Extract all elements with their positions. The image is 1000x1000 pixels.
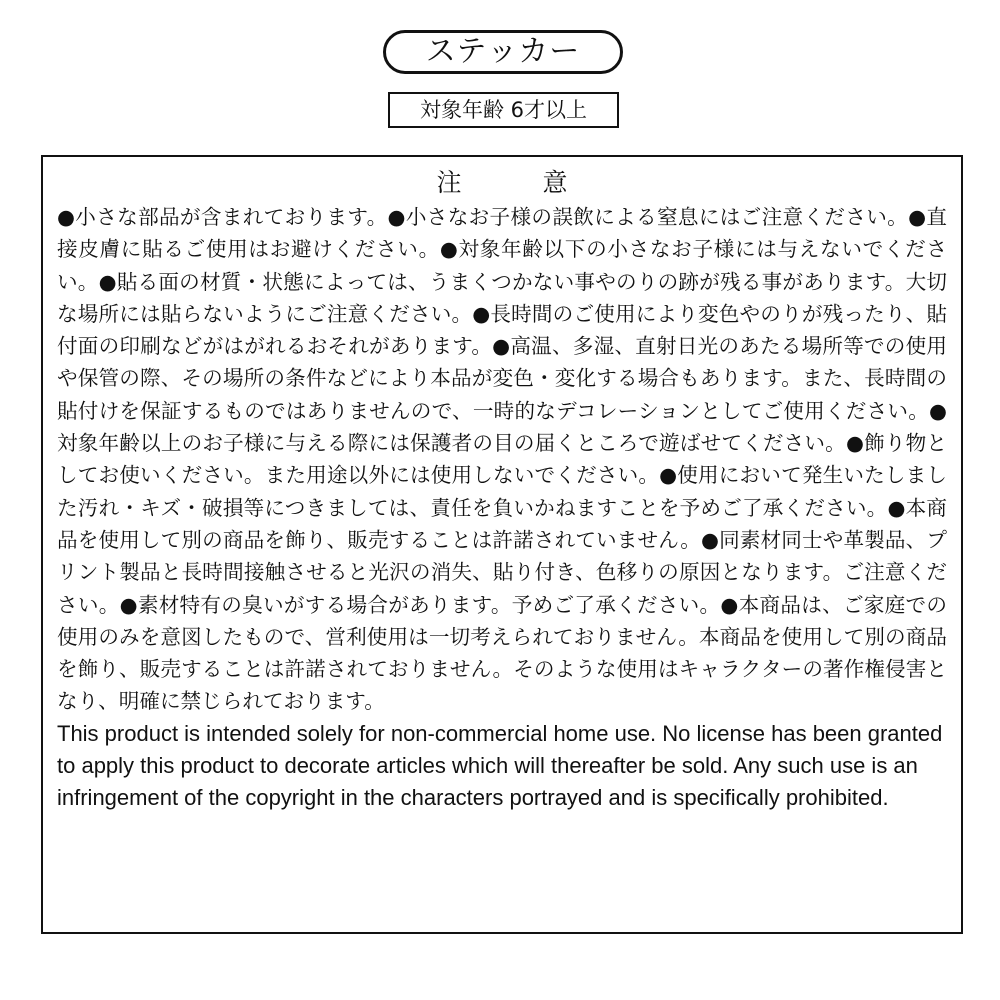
caution-notice-box [41,155,963,934]
caution-english-text: This product is intended solely for non-commercial home use. No license has been granted to apply this product to decorate articles which will thereafter be sold. Any such use is an infringement of the copyright in the characters portrayed and is specifically prohibited. [57,720,943,811]
age-recommendation-label: 対象年齢 6才以上 [388,92,619,128]
caution-japanese-text: ●小さな部品が含まれております。●小さなお子様の誤飲による窒息にはご注意ください。●直接皮膚に貼るご使用はお避けください。●対象年齢以下の小さなお子様には与えないでください。●貼る面の材質・状態によっては、うまくつかない事やのりの跡が残る事があります。大切な場所には貼らないようにご注意ください。●長時間のご使用により変色やのりが残ったり、貼付面の印刷などがはがれるおそれがあります。●高温、多湿、直射日光のあたる場所等での使用や保管の際、その場所の条件などにより本品が変色・変化する場合もあります。また、長時間の貼付けを保証するものではありませんので、一時的なデコレーションとしてご使用ください。●対象年齢以上のお子様に与える際には保護者の目の届くところで遊ばせてください。●飾り物としてお使いください。また用途以外には使用しないでください。●使用において発生いたしました汚れ・キズ・破損等につきましては、責任を負いかねますことを予めご了承ください。●本商品を使用して別の商品を飾り、販売することは許諾されていません。●同素材同士や革製品、プリント製品と長時間接触させると光沢の消失、貼り付き、色移りの原因となります。ご注意ください。●素材特有の臭いがする場合があります。予めご了承ください。●本商品は、ご家庭での使用のみを意図したもので、営利使用は一切考えられておりません。本商品を使用して別の商品を飾り、販売することは許諾されておりません。そのような使用はキャラクターの著作権侵害となり、明確に禁じられております。 [57,205,947,714]
product-type-title: ステッカー [383,30,623,74]
caution-heading: 注 意 [436,168,596,197]
